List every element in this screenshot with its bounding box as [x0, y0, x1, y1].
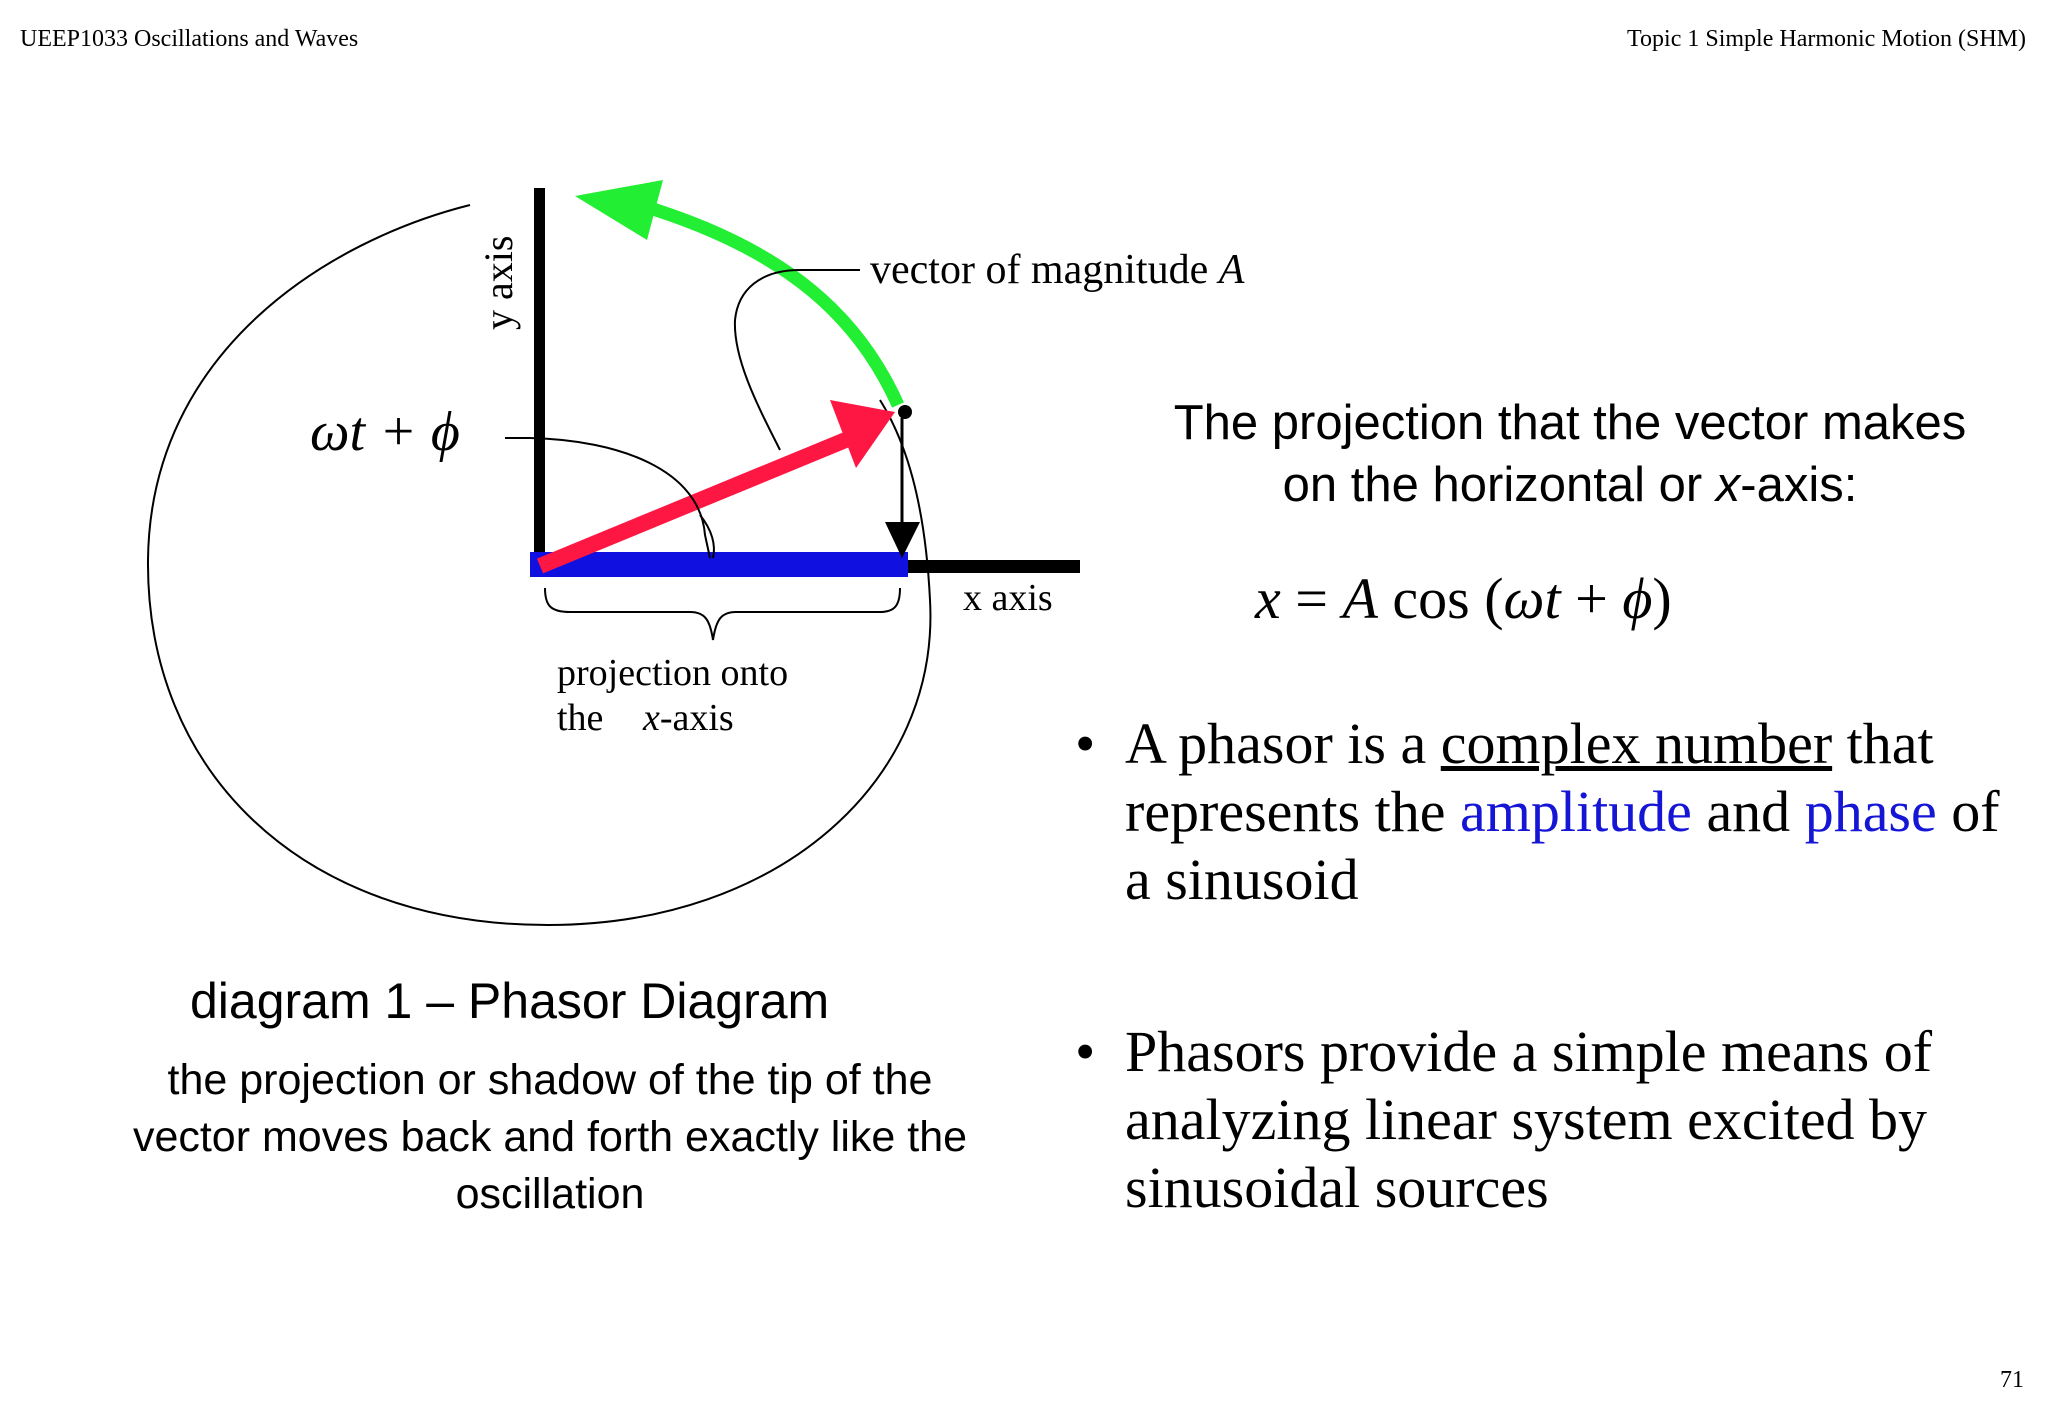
diagram-caption-body: the projection or shadow of the tip of the vector moves back and forth exactly like the oscillation [132, 1056, 968, 1218]
vector-label [870, 247, 1245, 293]
bullet-text [1125, 710, 2015, 914]
course-title: UEEP1033 Oscillations and Waves [20, 26, 359, 52]
vector-label-var: A [1218, 247, 1245, 293]
eq-cos: cos ( [1377, 566, 1504, 631]
eq-plus: + [1560, 566, 1623, 631]
amplitude-term: amplitude [1459, 779, 1692, 844]
projection-description-line2 [1085, 454, 2055, 516]
projection-label-axis: -axis [659, 697, 734, 739]
bullet-phasor-definition [1075, 710, 2015, 914]
eq-lhs: x [1255, 566, 1281, 631]
phasor-vector [540, 432, 865, 566]
projection-line2-prefix: on the horizontal or [1282, 458, 1716, 512]
eq-close: ) [1652, 566, 1672, 631]
x-projection-bar [530, 552, 908, 577]
eq-arg: ωt [1503, 566, 1561, 631]
projection-label-the: the [557, 697, 613, 739]
projection-description [1085, 392, 2055, 516]
diagram-caption-title-text: diagram 1 – Phasor Diagram [190, 973, 830, 1029]
b1-part1: A phasor is a [1125, 711, 1441, 776]
bullet-dot: • [1075, 711, 1096, 776]
bullet-dot: • [1075, 1019, 1096, 1084]
projection-label-line1: projection onto [557, 652, 789, 694]
angle-label: ωt + ϕ [310, 401, 460, 463]
x-axis-label [963, 577, 1053, 619]
bullet-phasor-usage [1075, 1018, 2015, 1222]
projection-label-line2 [557, 697, 734, 739]
projection-brace [545, 588, 900, 640]
vector-tip [898, 405, 912, 419]
page-number: 71 [2000, 1367, 2024, 1393]
projection-line2-var: x [1715, 458, 1741, 512]
vector-label-text: vector of magnitude [870, 247, 1219, 293]
rotation-arrowhead [575, 180, 663, 240]
phase-term: phase [1804, 779, 1937, 844]
b1-part2: that represents the [1125, 711, 1934, 844]
projection-label-var: x [642, 697, 660, 739]
x-axis-label-text: x axis [963, 577, 1053, 619]
complex-number-link[interactable]: complex number [1440, 711, 1833, 776]
diagram-caption-title [110, 972, 1010, 1030]
shm-equation [1255, 565, 1672, 632]
y-axis-label-text: y axis [476, 235, 521, 330]
bullet-text: Phasors provide a simple means of analyzing linear system excited by sinusoidal sources [1125, 1019, 1933, 1220]
eq-amplitude: A [1342, 566, 1378, 631]
eq-equals: = [1280, 566, 1343, 631]
phasor-diagram [0, 0, 1245, 960]
y-axis-line [534, 188, 545, 566]
projection-description-line1: The projection that the vector makes [1173, 396, 1967, 450]
eq-phase: ϕ [1622, 566, 1653, 631]
b1-part3: and [1691, 779, 1805, 844]
topic-title: Topic 1 Simple Harmonic Motion (SHM) [1627, 26, 2026, 52]
projection-line2-suffix: -axis: [1740, 458, 1858, 512]
rotation-arc [640, 205, 898, 405]
y-axis-label [476, 236, 521, 330]
b1-part4: of a sinusoid [1125, 779, 2000, 912]
